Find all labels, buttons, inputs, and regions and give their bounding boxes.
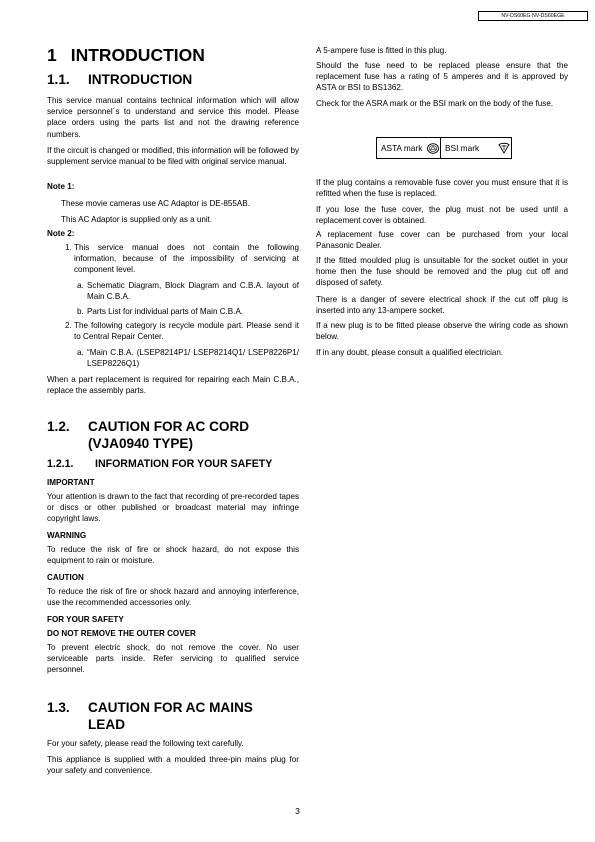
chapter-number: 1 — [47, 45, 57, 65]
note-2-item-1b — [77, 306, 299, 317]
important-label: IMPORTANT — [47, 478, 95, 487]
section-title-line-1: CAUTION FOR AC MAINS — [88, 700, 253, 715]
chapter-heading — [47, 45, 205, 66]
section-title-line-2: (VJA0940 TYPE) — [88, 436, 194, 451]
list-marker: a. — [77, 348, 84, 357]
asta-mark-label: ASTA mark — [381, 143, 423, 153]
caution-label: CAUTION — [47, 573, 84, 582]
section-1-3-heading — [47, 699, 253, 733]
fuse-paragraph-4: If the plug contains a removable fuse cover you must ensure that it is refitted when the fuse is replaced. — [316, 178, 568, 199]
intro-paragraph-2: If the circuit is changed or modified, this information will be followed by supplement service manual to be filed with original service manual. — [47, 146, 299, 167]
section-1-3-paragraph-2: This appliance is supplied with a moulded three-pin mains plug for your safety and convenience. — [47, 755, 299, 776]
page-number: 3 — [295, 806, 300, 816]
note-2-item-2a — [77, 347, 299, 369]
section-title-line-1: CAUTION FOR AC CORD — [88, 419, 250, 434]
fuse-paragraph-2: Should the fuse need to be replaced please ensure that the replacement fuse has a rating of 5 amperes and it is approved by ASTA or BSI to BS1362. — [316, 61, 568, 93]
section-number: 1.2.1. — [47, 458, 74, 470]
fuse-paragraph-8: There is a danger of severe electrical shock if the cut off plug is inserted into any 13-ampere socket. — [316, 295, 568, 316]
section-title-line-2: LEAD — [88, 717, 126, 732]
important-text: Your attention is drawn to the fact that recording of pre-recorded tapes or discs or other published or broadcast material may infringe copyright laws. — [47, 492, 299, 524]
do-not-remove-text: To prevent electric shock, do not remove the cover. No user serviceable parts inside. Refer servicing to qualified service personnel. — [47, 643, 299, 675]
for-your-safety-label: FOR YOUR SAFETY — [47, 615, 124, 624]
note-2-label: Note 2: — [47, 229, 75, 238]
list-item-text: Schematic Diagram, Block Diagram and C.B.A. layout of Main C.B.A. — [87, 281, 299, 302]
fuse-paragraph-1: A 5-ampere fuse is fitted in this plug. — [316, 46, 447, 55]
fuse-paragraph-10: If in any doubt, please consult a qualified electrician. — [316, 348, 504, 357]
list-item-text: The following category is recycle module part. Please send it to Central Repair Center. — [74, 321, 299, 342]
list-marker: 1. — [65, 243, 72, 252]
list-item-text: Parts List for individual parts of Main C.B.A. — [87, 307, 244, 316]
warning-text: To reduce the risk of fire or shock hazard, do not expose this equipment to rain or moisture. — [47, 545, 299, 566]
chapter-title: INTRODUCTION — [70, 45, 205, 65]
list-item-text: “Main C.B.A. (LSEP8214P1/ LSEP8214Q1/ LSEP8226P1/ LSEP8226Q1) — [87, 348, 299, 369]
section-1-3-paragraph-1: For your safety, please read the following text carefully. — [47, 739, 244, 748]
warning-label: WARNING — [47, 531, 87, 540]
fuse-paragraph-5: If you lose the fuse cover, the plug must not be used until a replacement cover is obtained. — [316, 205, 568, 226]
fuse-marks-figure — [376, 137, 512, 159]
fuse-paragraph-3: Check for the ASRA mark or the BSI mark on the body of the fuse. — [316, 99, 554, 108]
asta-logo-icon — [427, 143, 439, 154]
note-2-item-1 — [65, 242, 299, 276]
section-number: 1.1. — [47, 72, 70, 87]
note-2-item-1a — [77, 280, 299, 302]
intro-paragraph-1: This service manual contains technical information which will allow service personnel´s to understand and service this model. Please place orders using the parts list and not the drawing reference numbers. — [47, 96, 299, 139]
bsi-mark-box — [440, 137, 512, 159]
fuse-paragraph-7: If the fitted moulded plug is unsuitable for the socket outlet in your home then the fuse should be removed and the plug cut off and disposed of safety. — [316, 256, 568, 288]
note-2-item-2 — [65, 320, 299, 342]
section-1-1-heading — [47, 72, 192, 87]
list-marker: a. — [77, 281, 84, 290]
fuse-paragraph-6: A replacement fuse cover can be purchased from your local Panasonic Dealer. — [316, 230, 568, 251]
fuse-paragraph-9: If a new plug is to be fitted please observe the wiring code as shown below. — [316, 321, 568, 342]
list-marker: 2. — [65, 321, 72, 330]
list-marker: b. — [77, 307, 84, 316]
section-1-2-1-heading — [47, 458, 272, 470]
section-number: 1.3. — [47, 700, 70, 715]
note-1-label: Note 1: — [47, 182, 75, 191]
replacement-paragraph: When a part replacement is required for repairing each Main C.B.A., replace the assembly parts. — [47, 375, 299, 396]
section-1-2-heading — [47, 418, 249, 452]
section-number: 1.2. — [47, 419, 70, 434]
bsi-mark-label: BSI mark — [445, 143, 480, 153]
model-label-box: NV-DS60EG NV-DS60EGE — [478, 11, 588, 21]
asta-mark-box — [376, 137, 441, 159]
note-1-line-b: This AC Adaptor is supplied only as a unit. — [61, 215, 213, 224]
list-item-text: This service manual does not contain the following information, because of the impossibility of servicing at component level. — [74, 243, 299, 275]
section-title: INFORMATION FOR YOUR SAFETY — [95, 458, 273, 470]
caution-text: To reduce the risk of fire or shock hazard and annoying interference, use the recommended accessories only. — [47, 587, 299, 608]
section-title: INTRODUCTION — [88, 72, 193, 87]
note-1-line-a: These movie cameras use AC Adaptor is DE-855AB. — [61, 199, 250, 208]
do-not-remove-label: DO NOT REMOVE THE OUTER COVER — [47, 629, 196, 638]
bsi-kitemark-icon — [498, 142, 510, 154]
